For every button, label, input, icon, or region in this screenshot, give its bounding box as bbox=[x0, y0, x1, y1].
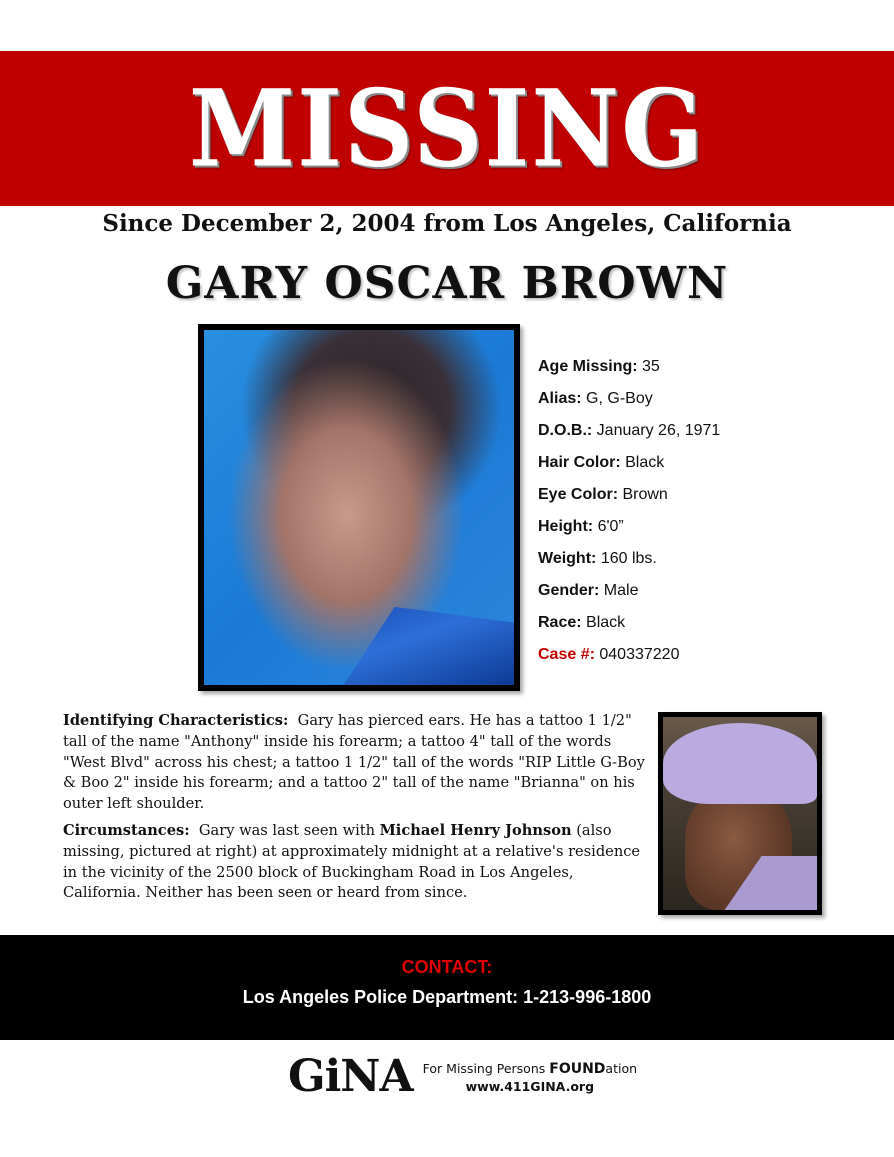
person-name: GARY OSCAR BROWN bbox=[165, 258, 729, 309]
detail-value: Black bbox=[625, 454, 665, 471]
contact-label: CONTACT: bbox=[401, 957, 493, 977]
detail-value: January 26, 1971 bbox=[596, 422, 721, 439]
detail-age-missing bbox=[538, 356, 838, 388]
tagline-suffix: ation bbox=[605, 1060, 638, 1076]
circumstances-text-after: (also missing, pictured at right) at approximately midnight at a relative's residence in the vicinity of the 2500 block of Buckingham Road in Los Angeles, California. Neither has been seen or heard from since. bbox=[63, 821, 641, 902]
identifying-label: Identifying Characteristics: bbox=[63, 712, 289, 729]
detail-race bbox=[538, 612, 838, 644]
detail-label: Height: bbox=[538, 518, 594, 535]
banner-title: MISSING bbox=[188, 66, 706, 191]
contact-phone: Los Angeles Police Department: 1-213-996-1800 bbox=[242, 987, 652, 1007]
detail-case-number bbox=[538, 644, 838, 676]
footer bbox=[288, 1052, 637, 1102]
gina-logo: GiNA bbox=[288, 1051, 413, 1102]
detail-value: Black bbox=[586, 614, 626, 631]
description-block bbox=[63, 711, 648, 910]
circumstances-text-before: Gary was last seen with bbox=[198, 821, 375, 839]
detail-value: Male bbox=[603, 582, 639, 599]
footer-text bbox=[423, 1060, 637, 1095]
detail-label: Age Missing: bbox=[538, 358, 638, 375]
contact-bar bbox=[0, 935, 894, 1040]
detail-label: Eye Color: bbox=[538, 486, 619, 503]
detail-label: Weight: bbox=[538, 550, 597, 567]
detail-label: Case #: bbox=[538, 646, 595, 663]
detail-label: D.O.B.: bbox=[538, 422, 593, 439]
tagline-prefix: For Missing Persons bbox=[422, 1060, 546, 1076]
detail-value: 6'0” bbox=[597, 518, 624, 535]
photo-cap-detail bbox=[663, 723, 817, 804]
detail-label: Gender: bbox=[538, 582, 600, 599]
circumstances-label: Circumstances: bbox=[63, 821, 190, 839]
missing-since-line: Since December 2, 2004 from Los Angeles, California bbox=[102, 210, 792, 237]
footer-url[interactable]: www.411GINA.org bbox=[465, 1078, 595, 1094]
identifying-characteristics bbox=[63, 711, 648, 815]
detail-value: 35 bbox=[642, 358, 660, 375]
detail-eye-color bbox=[538, 484, 838, 516]
detail-value: Brown bbox=[622, 486, 668, 503]
photo-shirt-detail bbox=[344, 607, 515, 685]
detail-alias bbox=[538, 388, 838, 420]
companion-photo bbox=[658, 712, 822, 915]
detail-value: G, G-Boy bbox=[586, 390, 653, 407]
detail-hair-color bbox=[538, 452, 838, 484]
missing-banner bbox=[0, 51, 894, 206]
main-photo bbox=[198, 324, 520, 691]
detail-weight bbox=[538, 548, 838, 580]
identifying-text: Gary has pierced ears. He has a tattoo 1 1/2" tall of the name "Anthony" inside his forearm; a tattoo 4" tall of the words "West Blvd" across his chest; a tattoo 1 1/2" tall of the words "RIP Little G-Boy & Boo 2" inside his forearm; and a tattoo 2" tall of the name "Brianna" on his outer left shoulder. bbox=[63, 712, 645, 813]
companion-name: Michael Henry Johnson bbox=[379, 821, 572, 839]
detail-value: 160 lbs. bbox=[600, 550, 657, 567]
detail-value: 040337220 bbox=[599, 646, 680, 663]
tagline-bold: FOUND bbox=[549, 1060, 606, 1077]
detail-label: Hair Color: bbox=[538, 454, 621, 471]
footer-tagline bbox=[423, 1060, 637, 1078]
detail-label: Alias: bbox=[538, 390, 582, 407]
detail-gender bbox=[538, 580, 838, 612]
detail-height bbox=[538, 516, 838, 548]
detail-dob bbox=[538, 420, 838, 452]
detail-label: Race: bbox=[538, 614, 582, 631]
details-list bbox=[538, 356, 838, 676]
circumstances bbox=[63, 821, 648, 904]
